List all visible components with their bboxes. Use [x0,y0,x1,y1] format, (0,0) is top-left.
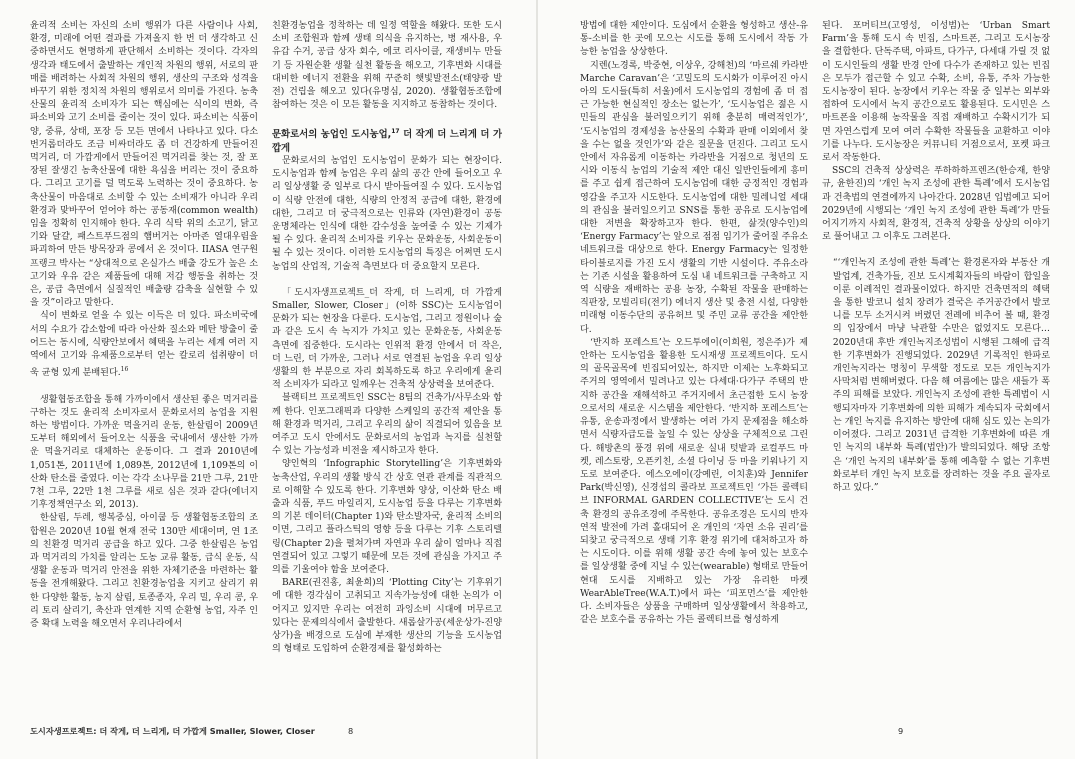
body-paragraph: 생활협동조합을 통해 가까이에서 생산된 좋은 먹거리를 구하는 것도 윤리적 소비자로서 문화로서의 농업을 지원하는 방법이다. 가까운 먹을거리 운동, 한살림이 2009년도부터 해외에서 들어오는 식품을 국내에서 생산한 가까운 먹을거리로 대체하는 운동이다. 그 결과 2010년에 1,051톤, 2011년에 1,089톤, 2012년에 1,109톤의 이산화 탄소를 줄였다. 이는 각각 소나무를 21만 그루, 21만 7천 그루, 22만 1천 그루를 새로 심은 것과 같다(에너지기후정책연구소 외, 2013). [30,394,258,511]
page-number-right: 9 [898,726,904,736]
left-column-1 [30,20,258,720]
running-title: 도시자생프로젝트: 더 작게, 더 느리게, 더 가깝게 Smaller, Slower, Closer [30,726,315,736]
right-column-2 [822,20,1050,720]
body-paragraph: 「도시자생프로젝트_더 작게, 더 느리게, 더 가깝게 Smaller, Slower, Closer」(이하 SSC)는 도시농업이 문화가 되는 현장을 다룬다. 도시농업, 그리고 정원이나 숲과 같은 도시 속 녹지가 가치고 있는 문화운동, 사회운동 측면에 집중한다. 도시라는 인위적 환경 안에서 더 작은, 더 느린, 더 가까운, 그러나 서로 연결된 농업을 우리 일상생활의 한 부분으로 자리 회복하도록 하고 우리에게 윤리적 소비자가 되라고 일깨우는 건축적 상상력을 보여준다. [272,287,502,391]
page-number-left: 8 [348,726,354,736]
body-paragraph: 방법에 대한 제안이다. 도심에서 순환을 형성하고 생산-유통-소비를 한 곳에 모으는 시도를 통해 도시에서 작동 가능한 농업을 상상한다. [580,21,808,58]
body-paragraph: 윤리적 소비는 자신의 소비 행위가 다른 사람이나 사회, 환경, 미래에 어떤 결과를 가져올지 한 번 더 생각하고 신중하면서도 현명하게 판단해서 소비하는 것이다. 각자의 생각과 태도에서 출발하는 개인적 차원의 행위, 서로의 판매를 배려하는 사회적 차원의 행위, 생산의 구조와 성격을 바꾸기 위한 정치적 차원의 행위로서 의미를 가진다. 농축산물의 윤리적 소비자가 되는 핵심에는 식이의 변화, 즉 파소비와 고기 소비를 줄이는 것이 있다. 파소비는 식품이 양, 중류, 상태, 포장 등 모든 면에서 나타나고 있다. 다소 번거롭더라도 조금 비싸더라도 좀 더 건강하게 만들어진 먹거리, 더 가깝게에서 만들어진 먹거리를 찾는 것, 잘 포장된 잘생긴 농축산물에 대한 욕심을 버리는 것이 중요하다. 그리고 고기를 덜 먹도록 노력하는 것이 중요하다. 농축산물이 마음대로 소비할 수 있는 소비재가 아니라 우리 환경과 맞바꾸어 얻어야 하는 공동재(common wealth)임을 정확히 인지해야 한다. 우리 식탁 위의 소고기, 닭고기와 달걀, 패스트푸드점의 햄버거는 아마존 열대우림을 파괴하여 만든 방목장과 콩에서 온 것이다. IIASA 연구원 프랭크 박사는 “상대적으로 온실가스 배출 강도가 높은 소고기와 우유 같은 제품들에 대해 저감 행동을 취하는 것은, 공급 측면에서 실질적인 배출량 감축을 실현할 수 있을 것”이라고 말한다. [30,21,258,309]
left-page [0,0,537,759]
body-text: 식이 변화로 얻을 수 있는 이득은 더 있다. 파소비국에서의 수요가 감소함에 따라 아산화 질소와 메탄 방출이 줄어드는 동시에, 식량안보에서 혜택을 누리는 세계 여러 지역에서 고기와 유제품으로부터 얻는 칼로리 섭취량이 더욱 균형 있게 분배된다. [30,311,258,379]
body-paragraph: SSC의 건축적 상상력은 푸하하하프렌즈(한승재, 한양규, 윤한진)의 ‘개인 녹지 조성에 관한 특례’에서 도시농업과 건축법의 연결에까지 나아간다. 2028년 입법예고 되어 2029년에 시행되는 ‘개인 녹지 조성에 관한 특례’가 만들어지기까지 사회적, 환경적, 건축적 상황을 상상의 이야기로 풀어내고 그 이후도 그려본다. [822,166,1050,243]
body-paragraph: 된다. 포머티브(고영성, 이성범)는 ‘Urban Smart Farm’을 통해 도시 속 빈집, 스마트폰, 그리고 도시농장을 결합한다. 단독주택, 아파트, 다가구, 다세대 가릴 것 없이 도시인들의 생활 반경 안에 다수가 존재하고 있는 빈집은 모두가 접근할 수 있고 수확, 소비, 유통, 주차 가능한 도시농장이 된다. 농장에서 키우는 작물 중 일부는 외부와 접하여 도시에서 녹지 공간으로도 활용된다. 도시민은 스마트폰을 이용해 농작물을 직접 재배하고 수확시기가 되면 자연스럽게 모여 여러 수확한 작물들을 교환하고 이야기를 나누다. 도시농장은 커뮤니티 거점으로서, 포켓 파크로서 작동한다. [822,21,1050,164]
body-paragraph: 문화로서의 농업인 도시농업이 문화가 되는 현장이다. 도시농업과 함께 농업은 우리 삶의 공간 안에 들어오고 우리 일상생활 중 일부로 다시 받아들여질 수 있다. 도시농업이 식량 안전에 대한, 식량의 안정적 공급에 대한, 환경에 대한, 그리고 더 궁극적으로는 인류와 (자연)환경이 공동 운명체라는 인식에 대한 감수성을 높여줄 수 있는 기제가 될 수 있다. 윤리적 소비자를 키우는 문화운동, 사회운동이 될 수 있는 것이다. 이러한 도시농업의 특징은 어쩌면 도시농업의 산업적, 기술적 측면보다 더 중요할지 모른다. [272,155,502,272]
footnote-mark: 17 [391,128,400,136]
section-heading [272,125,502,155]
body-paragraph: BARE(권진홍, 최윤희)의 ‘Plotting City’는 기후위기에 대한 경각심이 고취되고 지속가능성에 대한 논의가 이어지고 있지만 우리는 여전히 과잉소비 시대에 머무르고 있다는 문제의식에서 출발한다. 새롭살가공(세운상가-진양상가)을 배경으로 도심에 부재한 생산의 기능을 도시농업의 형태로 도입하여 순환경제를 활성화하는 [272,578,502,655]
body-paragraph: 블랙티브 프로젝트인 SSC는 8팀의 건축가/사무소와 함께 한다. 인포그래픽과 다양한 스케일의 공간적 제안을 통해 환경과 먹거리, 그리고 우리의 삶이 직결되어 있음을 보여주고 도시 안에서도 문화로서의 농업과 녹지를 실천할 수 있는 가능성과 비전을 제시하고자 한다. [272,393,502,457]
body-paragraph: ‘반지하 포레스트’는 오드투에이(이희원, 정은주)가 제안하는 도시농업을 활용한 도시재생 프로젝트이다. 도시의 골목골목에 빈집되어있는, 하지만 이제는 노후화되고 주거의 영역에서 밀려나고 있는 다세대·다가구 주택의 반지하 공간을 재해석하고 주거지에서 초근접한 도시 농장으로서의 새로운 시스템을 제안한다. ‘반지하 포레스트’는 유통, 운송과정에서 발생하는 여러 가지 문제점을 해소하면서 식량자급도를 높일 수 있는 상상을 구체적으로 그린다. 해방촌의 풍경 위에 새로운 실내 텃밭과 로컬푸드 마켓, 레스토랑, 오픈키친, 소셜 다이닝 등 마을 키워나기 지도로 보여준다. 에스오에이(강예린, 이치훈)와 Jennifer Park(박신영), 신경섭의 콜라보 프로젝트인 ‘가든 콜렉티브 INFORMAL GARDEN COLLECTIVE’는 도시 건축 환경의 공유조경에 주목한다. 공유조경은 도시의 반자연적 발전에 가려 홀대되어 온 개인의 ‘자연 소유 권리’를 되찾고 궁극적으로 생태 기후 환경 위기에 대처하고자 하는 시도이다. 이를 위해 생활 공간 속에 놓여 있는 보호수를 일상생활 중에 지닐 수 있는(wearable) 형태로 만들어 현대 도시를 지배하고 있는 가장 유리한 마켓 WearAbleTree(W.A.T.)에서 파는 ‘피포먼스’를 제안한다. 소비자들은 상품을 구매하며 일상생활에서 착용하고, 같은 보호수를 공유하는 가든 콜렉티브를 형성하게 [580,337,808,626]
section-heading-text: 더 작게 더 느리게 더 가깝게 [272,129,502,154]
body-paragraph: 지렌(노경록, 박중현, 이상우, 강해천)의 ‘마르쉐 카라반 Marche Caravan’은 ‘고밀도의 도시화가 이루어진 아시아의 도시들(특히 서울)에서 도시농업의 경험에 좀 더 접근 가능한 현실적인 장소는 없는가’, ‘도시농업은 젊은 시민들의 관심을 불러일으키기 위해 충분히 매력적인가’, ‘도시농업의 경제성을 농산물의 수확과 판매 이외에서 찾을 수는 없을 것인가’와 같은 질문을 던진다. 그리고 도시 안에서 자유롭게 이동하는 카라반을 거점으로 청년의 도시와 이동식 농업의 기술적 제안 대신 일반인들에게 흥미를 주고 쉽게 접근하여 도시농업에 대한 긍정적인 경험과 영감을 주고자 시도한다. 도시농업에 대한 밀레니얼 세대의 관심을 불러일으키고 SNS를 통한 공유로 도시농업에 대한 저변을 확장하고자 한다. 한편, 삶것(양수인)의 ‘Energy Farmacy’는 앞으로 점점 임기가 줄어질 주유소 네트워크를 대상으로 한다. Energy Farmacy는 일정한 타이블로지를 가진 도시 생활의 기반 시설이다. 주유소라는 기존 시설을 활용하여 도심 내 네트워크를 구축하고 지역 식량을 재배하는 공용 농장, 수확된 작물을 판매하는 직판장, 모빌리티(전기) 에너지 생산 및 충전 시설, 다양한 미래형 이동수단의 공유허브 및 주민 교류 공간을 제안한다. [580,60,808,335]
body-paragraph: 한살림, 두레, 행복중심, 아이쿱 등 생활협동조합의 조합원은 2020년 10월 현재 전국 130만 세대이며, 연 1조의 친환경 먹거리 공급을 하고 있다. 그중 한살림은 농업과 먹거리의 가치를 알리는 도농 교류 활동, 급식 운동, 식생활 운동과 먹거리 안전을 위한 자체기준을 마련하는 활동을 전개해왔다. 그리고 친환경농업을 지키고 살리기 위한 다양한 활동, 농지 살림, 토종종자, 우리 밀, 우리 콩, 우리 토리 살리기, 축산과 연계한 지역 순환형 농업, 자주 인증 확대 노력을 해오면서 우리나라에서 [30,513,258,629]
body-paragraph: 친환경농업을 정착하는 데 일정 역할을 해왔다. 또한 도시 소비 조합원과 함께 생태 의식을 유지하는, 병 재사용, 우유갑 수거, 공급 상자 회수, 에코 리사이클, 재생비누 만들기 등 자원순환 생활 실천 활동을 해오고, 기후변화 시대를 대비한 에너지 전환을 위해 꾸준히 햇빛발전소(태양광 발전) 건립을 해오고 있다(유명심, 2020). 생활협동조합에 참여하는 것은 이 모든 활동을 지지하고 동참하는 것이다. [272,21,502,111]
body-paragraph [30,310,258,380]
right-column-1 [580,20,808,720]
footnote-mark: 16 [120,366,129,374]
section-heading-text: 문화로서의 농업인 도시농업, [272,129,392,141]
body-paragraph: 양인혁의 ‘Infographic Storytelling’은 기후변화와 농축산업, 우리의 생활 방식 간 상호 연관 관계를 직관적으로 이해할 수 있도록 한다. 기후변화 양상, 이산화 탄소 배출과 식품, 푸드 마일리지, 도시농업 등을 다루는 기후변화의 기본 데이터(Chapter 1)와 탄소발자국, 윤리적 소비의 이면, 그리고 플라스틱의 영향 등을 다루는 기후 스토리텔링(Chapter 2)을 펼쳐가며 자연과 우리 삶이 얼마나 직접 연결되어 있고 그렇기 때문에 모든 것에 관심을 가지고 주의를 기울여야 함을 보여준다. [272,459,502,576]
block-quote: “‘개인녹지 조성에 관한 특례’는 환경론자와 부동산 개발업계, 건축가들, 진보 도시계획자들의 바람이 합일을 이룬 이례적인 결과물이었다. 하지만 건축면적의 혜택을 통한 발코니 설치 장려가 결국은 주거공간에서 발코니를 모두 소거시켜 버렸던 전례에 비추어 볼 때, 환경의 입장에서 마냥 낙관할 수만은 없었지도 모른다… 2020년대 후반 개인녹지조성법이 시행된 그해에 급격한 기후변화가 진행되었다. 2029년 기록적인 한파로 개인녹지라는 명칭이 무색할 정도로 모든 개인녹지가 사막처럼 변해버렸다. 다음 해 여름에는 많은 새들가 폭주의 피해를 보았다. 개인녹지 조성에 관한 특례법이 시행되자마자 기후변화에 의한 피해가 계속되자 국회에서는 개인 녹지를 유지하는 방안에 대해 심도 있는 논의가 이어졌다. 그리고 2031년 급격한 기후변화에 따른 개인 녹지의 내부화 특례(법안)가 발의되었다. 해당 조항은 ‘개인 녹지의 내부화’를 통해 예측할 수 없는 기후변화로부터 개인 녹지 보호를 장려하는 것을 주요 골자로 하고 있다.” [832,258,1050,493]
left-column-2 [272,20,502,720]
